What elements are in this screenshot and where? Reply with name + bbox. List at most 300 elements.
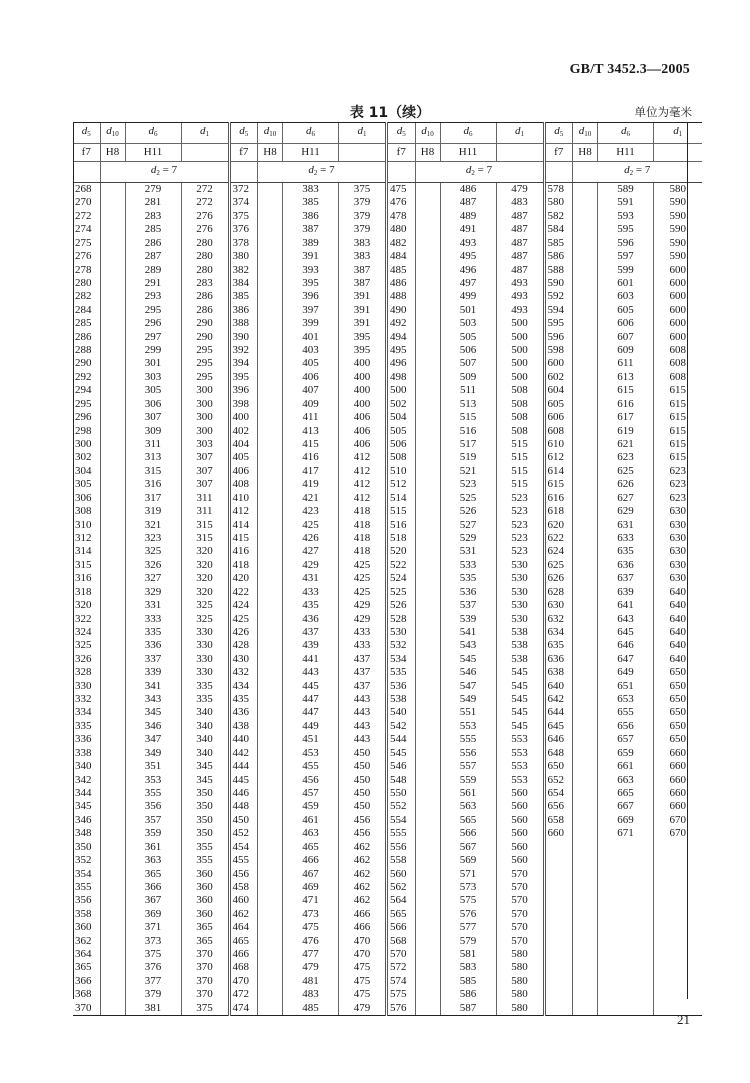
d6-value [598, 1002, 654, 1016]
d5-value: 548 [387, 774, 416, 787]
d5-value: 375 [229, 210, 258, 223]
tolerance-class [496, 144, 544, 162]
table-row [73, 519, 702, 532]
d6-value: 376 [125, 961, 181, 974]
d10-value [573, 505, 598, 518]
d1-value: 615 [654, 451, 702, 464]
d5-value: 492 [387, 317, 416, 330]
d6-value: 519 [440, 451, 496, 464]
d1-value: 630 [654, 559, 702, 572]
d1-value: 295 [181, 371, 229, 384]
d5-value: 598 [544, 344, 573, 357]
d10-value [573, 290, 598, 303]
d5-value: 292 [75, 370, 92, 383]
d1-value: 370 [181, 948, 229, 961]
d5-value: 325 [75, 639, 92, 652]
d5-value: 305 [75, 478, 92, 491]
d10-value [415, 572, 440, 585]
d10-value [258, 398, 283, 411]
d5-value: 588 [544, 264, 573, 277]
d1-value: 508 [496, 398, 544, 411]
section-label: $d_2 = 7$ [573, 162, 702, 183]
d5-value: 584 [544, 223, 573, 236]
d1-value: 456 [339, 827, 387, 840]
d10-value [415, 519, 440, 532]
d1-value [654, 935, 702, 948]
d1-value: 545 [496, 666, 544, 679]
d6-value [598, 921, 654, 934]
d1-value: 450 [339, 760, 387, 773]
d5-value: 448 [229, 800, 258, 813]
d10-value [573, 747, 598, 760]
d5-value: 412 [229, 505, 258, 518]
d5-value: 532 [387, 639, 416, 652]
d6-value: 289 [125, 264, 181, 277]
d6-value: 657 [598, 733, 654, 746]
d6-value: 643 [598, 613, 654, 626]
d10-value [258, 827, 283, 840]
d10-value [415, 841, 440, 854]
section-row [73, 162, 702, 183]
d1-value: 560 [496, 787, 544, 800]
d5-value: 365 [75, 961, 92, 974]
d6-value: 457 [283, 787, 339, 800]
d1-value: 340 [181, 706, 229, 719]
d5-value: 480 [387, 223, 416, 236]
unit-note: 单位为毫米 [634, 105, 692, 119]
d5-value: 462 [229, 908, 258, 921]
d10-value [258, 680, 283, 693]
d6-value: 375 [125, 948, 181, 961]
table-row [73, 264, 702, 277]
d6-value: 473 [283, 908, 339, 921]
d6-value: 555 [440, 733, 496, 746]
d10-value [573, 613, 598, 626]
d10-value [258, 760, 283, 773]
d5-value [544, 921, 573, 934]
d1-value: 272 [181, 183, 229, 197]
table-row [73, 344, 702, 357]
d10-value [258, 841, 283, 854]
d1-value: 303 [181, 438, 229, 451]
table-row [73, 223, 702, 236]
column-symbol: $d_5$ [73, 123, 100, 144]
section-label: $d_2 = 7$ [100, 162, 229, 183]
d1-value: 487 [496, 250, 544, 263]
d6-value: 531 [440, 545, 496, 558]
d10-value [100, 223, 125, 236]
d6-value: 379 [125, 988, 181, 1001]
d1-value: 391 [339, 290, 387, 303]
d6-value: 311 [125, 438, 181, 451]
d10-value [100, 210, 125, 223]
d1-value: 280 [181, 237, 229, 250]
d10-value [100, 451, 125, 464]
d1-value: 350 [181, 827, 229, 840]
d10-value [100, 988, 125, 1001]
d6-value: 627 [598, 492, 654, 505]
d5-value: 566 [387, 921, 416, 934]
d5-value: 316 [75, 572, 92, 585]
d1-value: 670 [654, 827, 702, 840]
d6-value: 355 [125, 787, 181, 800]
d10-value [258, 264, 283, 277]
d1-value: 466 [339, 921, 387, 934]
d6-value: 306 [125, 398, 181, 411]
d10-value [100, 425, 125, 438]
d6-value: 453 [283, 747, 339, 760]
d6-value: 567 [440, 841, 496, 854]
d6-value: 463 [283, 827, 339, 840]
d1-value: 650 [654, 693, 702, 706]
d6-value: 435 [283, 599, 339, 612]
d1-value: 590 [654, 250, 702, 263]
d5-value: 565 [387, 908, 416, 921]
d5-value: 612 [544, 451, 573, 464]
d1-value: 515 [496, 438, 544, 451]
d1-value: 283 [181, 277, 229, 290]
d1-value: 375 [181, 1002, 229, 1016]
d10-value [258, 747, 283, 760]
d6-value: 669 [598, 814, 654, 827]
d5-value: 515 [387, 505, 416, 518]
d1-value: 406 [339, 425, 387, 438]
d6-value: 601 [598, 277, 654, 290]
d1-value: 523 [496, 505, 544, 518]
d5-value [544, 988, 573, 1001]
d5-value: 294 [75, 384, 92, 397]
d6-value: 411 [283, 411, 339, 424]
d5-value: 544 [387, 733, 416, 746]
d10-value [258, 961, 283, 974]
d10-value [258, 720, 283, 733]
d5-value: 332 [75, 693, 92, 706]
d10-value [258, 559, 283, 572]
d6-value: 363 [125, 854, 181, 867]
d1-value: 379 [339, 223, 387, 236]
d6-value: 505 [440, 331, 496, 344]
d6-value: 447 [283, 706, 339, 719]
column-symbol: $d_6$ [125, 123, 181, 144]
d1-value: 320 [181, 559, 229, 572]
d10-value [415, 183, 440, 197]
d10-value [415, 626, 440, 639]
d6-value: 507 [440, 357, 496, 370]
d10-value [415, 639, 440, 652]
d6-value: 591 [598, 196, 654, 209]
d5-value: 558 [387, 854, 416, 867]
d6-value: 569 [440, 854, 496, 867]
d6-value: 279 [125, 183, 181, 197]
d1-value: 630 [654, 519, 702, 532]
d6-value: 437 [283, 626, 339, 639]
d6-value: 491 [440, 223, 496, 236]
d10-value [415, 854, 440, 867]
d10-value [573, 680, 598, 693]
d6-value: 281 [125, 196, 181, 209]
d10-value [258, 425, 283, 438]
d6-value: 533 [440, 559, 496, 572]
d10-value [258, 250, 283, 263]
d6-value: 575 [440, 894, 496, 907]
d6-value: 389 [283, 237, 339, 250]
tolerance-class: f7 [229, 144, 258, 162]
d6-value: 339 [125, 666, 181, 679]
d1-value: 580 [654, 183, 702, 197]
d5-value [544, 1002, 573, 1016]
d1-value: 600 [654, 304, 702, 317]
d5-value: 430 [229, 653, 258, 666]
d10-value [100, 492, 125, 505]
d1-value: 365 [181, 921, 229, 934]
d1-value: 300 [181, 398, 229, 411]
d5-value: 638 [544, 666, 573, 679]
d6-value: 387 [283, 223, 339, 236]
d6-value: 399 [283, 317, 339, 330]
d6-value: 559 [440, 774, 496, 787]
table-row [73, 586, 702, 599]
d1-value: 600 [654, 317, 702, 330]
table-row [73, 626, 702, 639]
d6-value: 487 [440, 196, 496, 209]
d1-value: 387 [339, 264, 387, 277]
d5-value: 314 [75, 545, 92, 558]
d5-value: 616 [544, 492, 573, 505]
d6-value: 381 [125, 1002, 181, 1016]
d10-value [100, 572, 125, 585]
d1-value: 475 [339, 975, 387, 988]
d5-value: 648 [544, 747, 573, 760]
d6-value: 486 [440, 183, 496, 197]
d10-value [415, 223, 440, 236]
d5-value: 606 [544, 411, 573, 424]
d1-value: 320 [181, 572, 229, 585]
d10-value [573, 881, 598, 894]
d5-value: 388 [229, 317, 258, 330]
d10-value [100, 250, 125, 263]
d10-value [415, 317, 440, 330]
d5-value: 382 [229, 264, 258, 277]
d6-value: 477 [283, 948, 339, 961]
d10-value [100, 975, 125, 988]
table-row [73, 357, 702, 370]
d1-value: 640 [654, 639, 702, 652]
d10-value [100, 545, 125, 558]
d10-value [100, 196, 125, 209]
d10-value [573, 639, 598, 652]
d1-value [654, 921, 702, 934]
d1-value: 560 [496, 841, 544, 854]
d6-value: 626 [598, 478, 654, 491]
d10-value [415, 988, 440, 1001]
table-row [73, 975, 702, 988]
d6-value: 605 [598, 304, 654, 317]
d1-value: 418 [339, 545, 387, 558]
d10-value [573, 774, 598, 787]
table-row [73, 680, 702, 693]
column-symbol: $d_1$ [654, 123, 702, 144]
d10-value [573, 854, 598, 867]
d6-value: 449 [283, 720, 339, 733]
d5-value: 576 [387, 1002, 416, 1016]
d10-value [258, 465, 283, 478]
d6-value: 369 [125, 908, 181, 921]
d5-value: 345 [75, 800, 92, 813]
d1-value: 433 [339, 639, 387, 652]
d5-value: 420 [229, 572, 258, 585]
d1-value: 500 [496, 317, 544, 330]
d1-value: 345 [181, 774, 229, 787]
d10-value [100, 183, 125, 197]
table-row [73, 921, 702, 934]
d6-value: 373 [125, 935, 181, 948]
d1-value: 412 [339, 492, 387, 505]
d1-value: 406 [339, 411, 387, 424]
d6-value [598, 961, 654, 974]
d6-value: 551 [440, 706, 496, 719]
d6-value: 286 [125, 237, 181, 250]
d6-value: 606 [598, 317, 654, 330]
d10-value [100, 653, 125, 666]
d10-value [573, 760, 598, 773]
d10-value [258, 653, 283, 666]
d5-value [544, 854, 573, 867]
d10-value [573, 948, 598, 961]
d5-value: 485 [387, 264, 416, 277]
d6-value: 467 [283, 868, 339, 881]
d5-value: 486 [387, 277, 416, 290]
tolerance-class: H11 [598, 144, 654, 162]
d5-value: 334 [75, 706, 92, 719]
d5-value: 585 [544, 237, 573, 250]
d1-value: 570 [496, 935, 544, 948]
d5-value: 330 [75, 679, 92, 692]
d10-value [100, 894, 125, 907]
d5-value: 650 [544, 760, 573, 773]
d10-value [415, 237, 440, 250]
d5-value: 625 [544, 559, 573, 572]
column-symbol: $d_1$ [181, 123, 229, 144]
d5-value: 656 [544, 800, 573, 813]
d1-value: 300 [181, 425, 229, 438]
column-symbol: $d_5$ [387, 123, 416, 144]
table-row [73, 277, 702, 290]
d10-value [573, 478, 598, 491]
d10-value [415, 733, 440, 746]
d1-value: 280 [181, 264, 229, 277]
d5-value: 452 [229, 827, 258, 840]
d5-value: 340 [75, 760, 92, 773]
d5-value: 284 [75, 303, 92, 316]
d1-value: 365 [181, 935, 229, 948]
d10-value [100, 304, 125, 317]
d5-value: 406 [229, 465, 258, 478]
d10-value [415, 398, 440, 411]
d5-value: 466 [229, 948, 258, 961]
d10-value [100, 841, 125, 854]
d5-value: 586 [544, 250, 573, 263]
d10-value [258, 868, 283, 881]
d5-value: 415 [229, 532, 258, 545]
d6-value: 396 [283, 290, 339, 303]
d1-value: 335 [181, 693, 229, 706]
d5-value: 410 [229, 492, 258, 505]
d6-value: 517 [440, 438, 496, 451]
d6-value: 377 [125, 975, 181, 988]
d5-value: 270 [75, 196, 92, 209]
d1-value: 560 [496, 800, 544, 813]
d5-value: 370 [73, 1002, 100, 1016]
d1-value: 429 [339, 599, 387, 612]
d5-value: 600 [544, 357, 573, 370]
table-row [73, 639, 702, 652]
d10-value [573, 706, 598, 719]
d5-value: 630 [544, 599, 573, 612]
d6-value: 525 [440, 492, 496, 505]
d1-value: 360 [181, 894, 229, 907]
d5-value [544, 908, 573, 921]
d10-value [258, 505, 283, 518]
d6-value: 476 [283, 935, 339, 948]
d1-value: 456 [339, 814, 387, 827]
d5-value: 392 [229, 344, 258, 357]
d5-value: 560 [387, 868, 416, 881]
d10-value [100, 680, 125, 693]
table-row [73, 545, 702, 558]
d10-value [258, 331, 283, 344]
d6-value: 625 [598, 465, 654, 478]
table-row [73, 196, 702, 209]
d1-value: 315 [181, 519, 229, 532]
d5-value: 495 [387, 344, 416, 357]
d6-value: 461 [283, 814, 339, 827]
d6-value: 536 [440, 586, 496, 599]
d6-value: 641 [598, 599, 654, 612]
d6-value: 466 [283, 854, 339, 867]
d1-value: 545 [496, 693, 544, 706]
d10-value [573, 277, 598, 290]
d10-value [100, 411, 125, 424]
d5-value: 618 [544, 505, 573, 518]
d6-value: 413 [283, 425, 339, 438]
d6-value [598, 841, 654, 854]
d5-value: 372 [229, 183, 258, 197]
d6-value: 427 [283, 545, 339, 558]
d6-value: 653 [598, 693, 654, 706]
d1-value: 650 [654, 680, 702, 693]
d10-value [100, 787, 125, 800]
d5-value: 414 [229, 519, 258, 532]
d10-value [415, 492, 440, 505]
d1-value: 406 [339, 438, 387, 451]
d6-value: 426 [283, 532, 339, 545]
d6-value: 595 [598, 223, 654, 236]
d10-value [415, 465, 440, 478]
d6-value: 325 [125, 545, 181, 558]
d10-value [415, 250, 440, 263]
d10-value [258, 290, 283, 303]
table-row [73, 948, 702, 961]
d10-value [100, 532, 125, 545]
d10-value [573, 800, 598, 813]
table-row [73, 559, 702, 572]
d6-value: 621 [598, 438, 654, 451]
d6-value: 633 [598, 532, 654, 545]
d6-value: 346 [125, 720, 181, 733]
d10-value [100, 639, 125, 652]
column-symbol: $d_{10}$ [415, 123, 440, 144]
d1-value: 670 [654, 814, 702, 827]
